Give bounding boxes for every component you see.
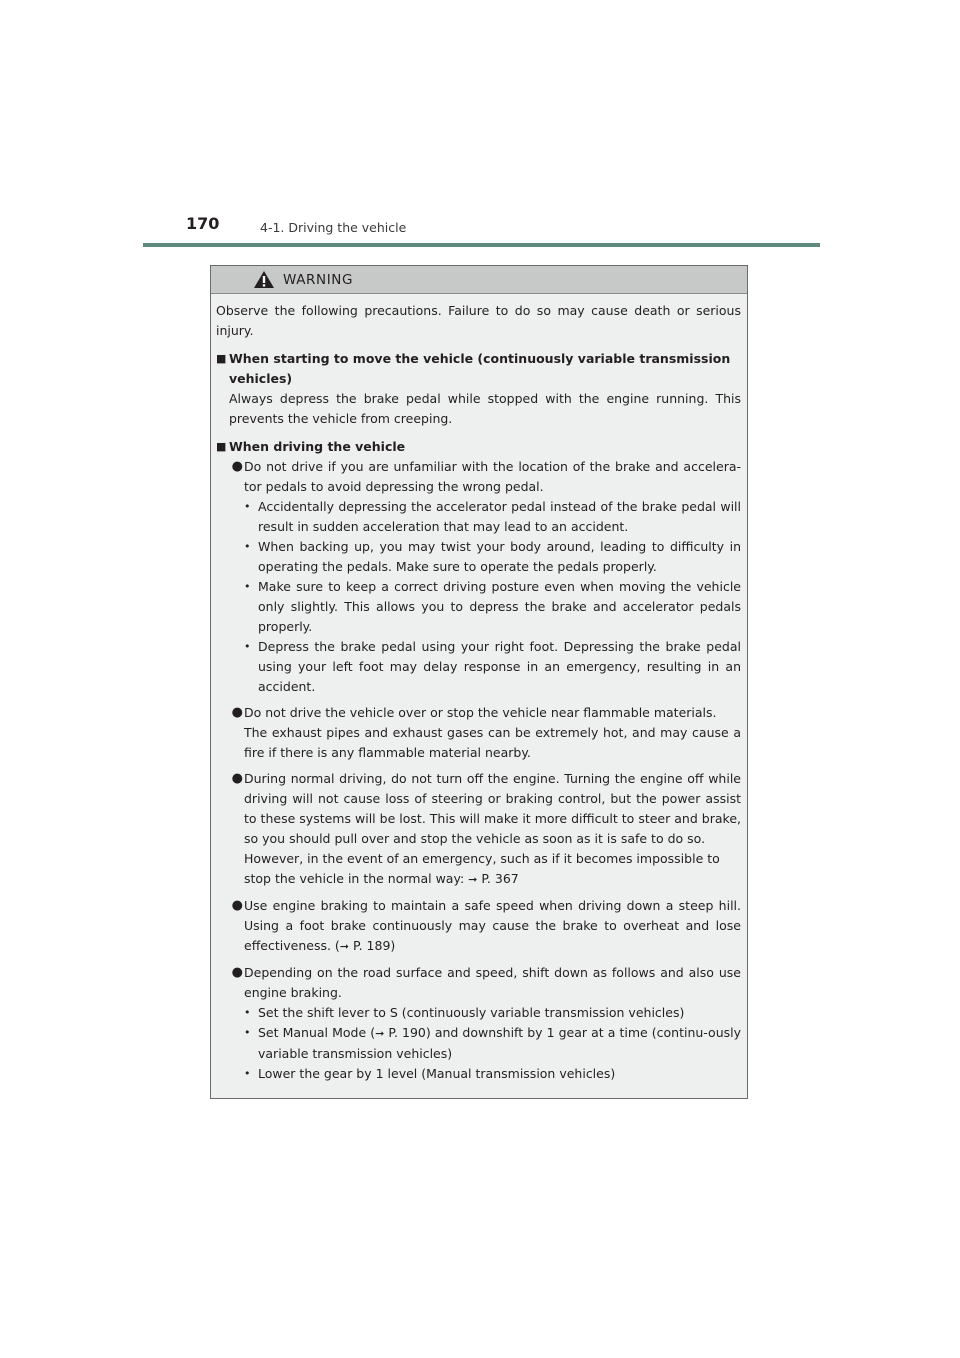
warning-box [210, 265, 748, 1099]
item-text: Depending on the road surface and speed, shift down as follows and also use engine braking. [244, 965, 741, 1000]
warning-header [211, 266, 747, 294]
list-item [216, 457, 741, 697]
section-starting [216, 349, 741, 429]
arrow-right-icon: ➞ [468, 873, 478, 886]
dot-bullet-icon: ● [231, 459, 243, 474]
arrow-right-icon: ➞ [339, 940, 350, 953]
section-heading: ■ When driving the vehicle [216, 437, 741, 457]
item-text-detail: The exhaust pipes and exhaust gases can be extremely hot, and may cause a fire if there is any flammable material nearby. [244, 725, 741, 760]
section-driving [216, 437, 741, 1084]
dot-bullet-icon: ● [231, 898, 243, 913]
arrow-right-icon: ➞ [375, 1027, 385, 1040]
list-item [216, 769, 741, 890]
sub-list-item: • Lower the gear by 1 level (Manual transmission vehicles) [244, 1064, 741, 1084]
item-text: Do not drive if you are unfamiliar with the location of the brake and accelera-tor pedals to avoid depressing the wrong pedal. [244, 459, 741, 494]
warning-triangle-icon [253, 270, 275, 289]
warning-intro: Observe the following precautions. Failure to do so may cause death or serious injury. [216, 303, 741, 338]
item-text: During normal driving, do not turn off the engine. Turning the engine off while driving will not cause loss of steering or braking control, but the power assist to these systems will be lost. This will make it more difficult to steer and brake, so you should pull over and stop the vehicle as soon as it is safe to do so. [244, 771, 741, 846]
square-bullet-icon: ■ [216, 352, 227, 365]
sub-list-item: • Set Manual Mode (➞ P. 190) and downshift by 1 gear at a time (continu-ously variable transmission vehicles) [244, 1023, 741, 1064]
warning-body [211, 294, 747, 1084]
sub-list-item: • Accidentally depressing the accelerator pedal instead of the brake pedal will result in sudden acceleration that may lead to an accident. [244, 497, 741, 537]
page-reference: P. 190 [388, 1025, 426, 1040]
dot-bullet-icon: ● [231, 771, 243, 786]
item-text: Do not drive the vehicle over or stop the vehicle near flammable materials. [244, 705, 717, 720]
section-text: Always depress the brake pedal while stopped with the engine running. This prevents the vehicle from creeping. [229, 391, 741, 426]
dot-bullet-icon: ● [231, 965, 243, 980]
warning-title: WARNING [283, 271, 354, 288]
section-title: 4-1. Driving the vehicle [260, 220, 407, 235]
sub-list-item: • Set the shift lever to S (continuously variable transmission vehicles) [244, 1003, 741, 1023]
page-number: 170 [186, 214, 220, 233]
item-text: Use engine braking to maintain a safe speed when driving down a steep hill. Using a foot brake continuously may cause the brake to overheat and lose effectiveness. (➞ P. 189) [244, 898, 741, 953]
bullet-icon: • [244, 1026, 251, 1039]
list-item [216, 963, 741, 1084]
bullet-icon: • [244, 500, 251, 513]
page-reference: P. 367 [481, 871, 519, 886]
sub-list-item: • Make sure to keep a correct driving posture even when moving the vehicle only slightly. This allows you to depress the brake and accelerator pedals properly. [244, 577, 741, 637]
list-item [216, 703, 741, 763]
header-divider [143, 243, 820, 247]
sub-list-item: • Depress the brake pedal using your right foot. Depressing the brake pedal using your left foot may delay response in an emergency, resulting in an accident. [244, 637, 741, 697]
dot-bullet-icon: ● [231, 705, 243, 720]
bullet-icon: • [244, 580, 251, 593]
list-item [216, 896, 741, 957]
section-heading: ■ When starting to move the vehicle (continuously variable transmission vehicles) [216, 349, 741, 389]
item-text-detail: However, in the event of an emergency, such as if it becomes impossible to stop the vehicle in the normal way: ➞ P. 367 [244, 851, 720, 886]
sub-list-item: • When backing up, you may twist your body around, leading to difficulty in operating the pedals. Make sure to operate the pedals properly. [244, 537, 741, 577]
page-reference: P. 189 [353, 938, 391, 953]
square-bullet-icon: ■ [216, 440, 227, 453]
bullet-icon: • [244, 1006, 251, 1019]
bullet-icon: • [244, 540, 251, 553]
bullet-icon: • [244, 640, 251, 653]
bullet-icon: • [244, 1067, 251, 1080]
